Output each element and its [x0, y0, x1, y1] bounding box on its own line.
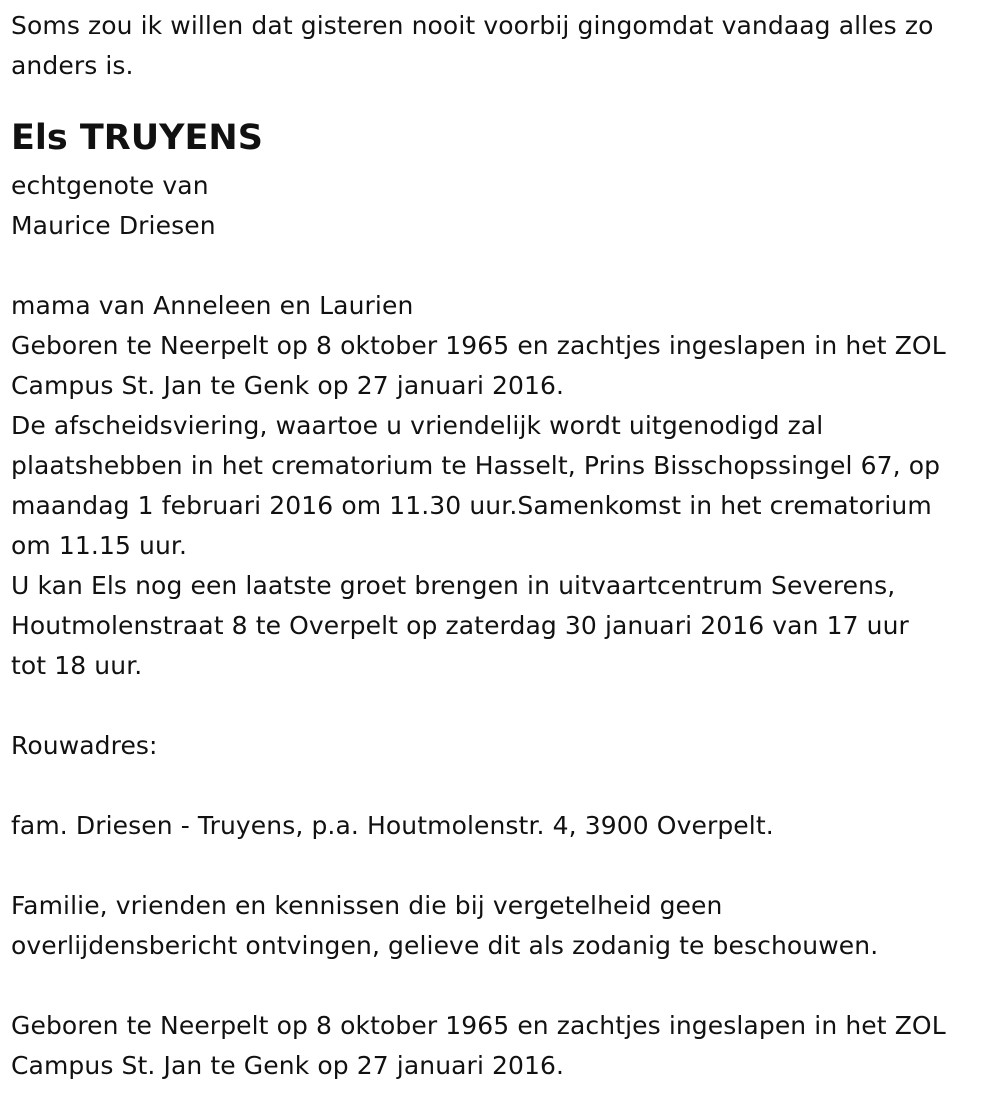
children-line: mama van Anneleen en Laurien — [11, 291, 414, 320]
closing-birth-line: Campus St. Jan te Genk op 27 januari 2016. — [11, 1051, 565, 1080]
birth-line: Geboren te Neerpelt op 8 oktober 1965 en zachtjes ingeslapen in het ZOL — [11, 331, 946, 360]
farewell-line: Houtmolenstraat 8 te Overpelt op zaterdag 30 januari 2016 van 17 uur — [11, 611, 909, 640]
quote-line: Soms zou ik willen dat gisteren nooit voorbij gingomdat vandaag alles zo — [11, 11, 934, 40]
birth-line: Campus St. Jan te Genk op 27 januari 2016. — [11, 371, 565, 400]
notice-line: overlijdensbericht ontvingen, gelieve dit als zodanig te beschouwen. — [11, 931, 879, 960]
ceremony-line: om 11.15 uur. — [11, 531, 188, 560]
mourning-address: fam. Driesen - Truyens, p.a. Houtmolenstr. 4, 3900 Overpelt. — [11, 811, 774, 840]
obituary-document — [11, 6, 996, 1086]
quote-line: anders is. — [11, 51, 134, 80]
spacer — [11, 846, 996, 886]
spacer — [11, 766, 996, 806]
spouse-relation — [11, 166, 996, 246]
spacer — [11, 966, 996, 1006]
ceremony-line: De afscheidsviering, waartoe u vriendelijk wordt uitgenodigd zal — [11, 411, 824, 440]
ceremony-line: maandag 1 februari 2016 om 11.30 uur.Samenkomst in het crematorium — [11, 491, 932, 520]
mourning-address-label: Rouwadres: — [11, 731, 158, 760]
closing-birth-paragraph — [11, 1006, 996, 1086]
deceased-name: Els TRUYENS — [11, 118, 263, 158]
spacer — [11, 246, 996, 286]
spacer — [11, 686, 996, 726]
closing-birth-line: Geboren te Neerpelt op 8 oktober 1965 en zachtjes ingeslapen in het ZOL — [11, 1011, 946, 1040]
relation-line: Maurice Driesen — [11, 211, 216, 240]
farewell-line: tot 18 uur. — [11, 651, 143, 680]
relation-line: echtgenote van — [11, 171, 209, 200]
notice-line: Familie, vrienden en kennissen die bij vergetelheid geen — [11, 891, 723, 920]
ceremony-line: plaatshebben in het crematorium te Hasselt, Prins Bisschopssingel 67, op — [11, 451, 941, 480]
farewell-line: U kan Els nog een laatste groet brengen in uitvaartcentrum Severens, — [11, 571, 896, 600]
birth-death-paragraph — [11, 326, 996, 406]
notice-paragraph — [11, 886, 996, 966]
opening-quote — [11, 6, 996, 86]
farewell-paragraph — [11, 566, 996, 686]
ceremony-paragraph — [11, 406, 996, 566]
